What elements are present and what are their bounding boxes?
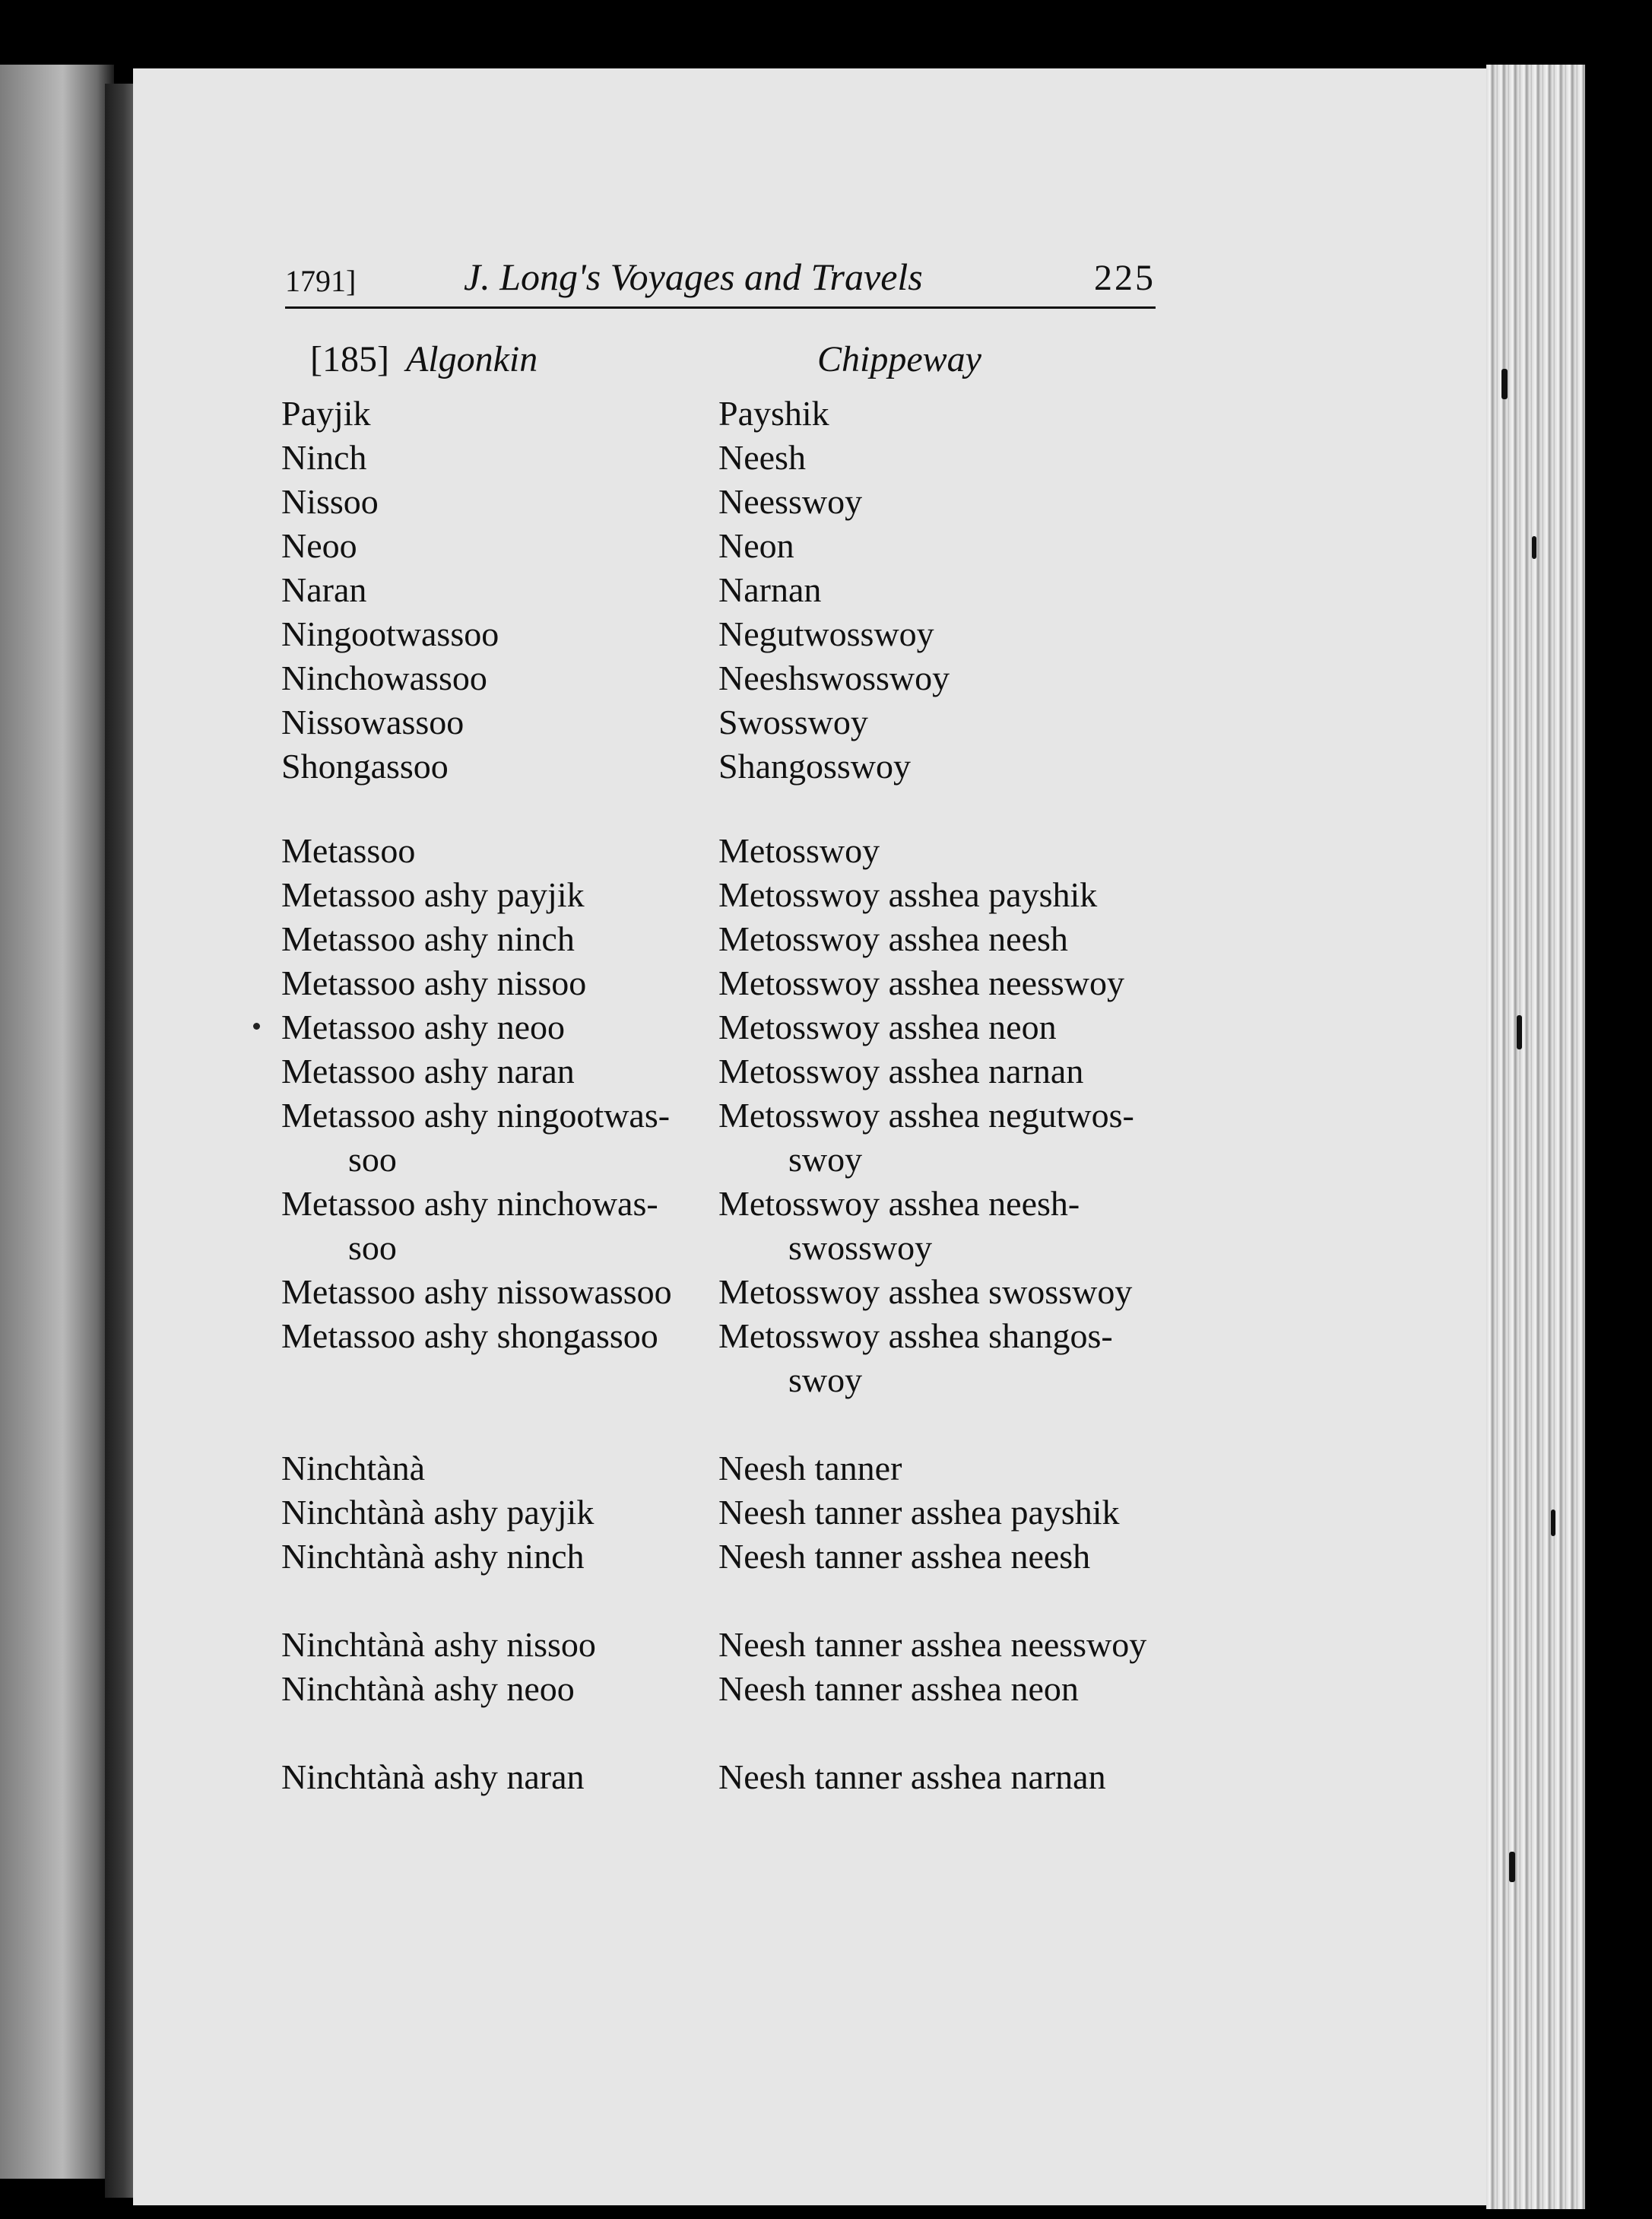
chippeway-word: Metosswoy asshea neesswoy bbox=[718, 963, 1125, 1002]
chippeway-entry bbox=[718, 1270, 1132, 1314]
algonkin-entry bbox=[281, 1049, 575, 1094]
algonkin-word: Payjik bbox=[281, 394, 371, 433]
chippeway-entry bbox=[718, 917, 1068, 961]
algonkin-entry bbox=[281, 744, 449, 789]
algonkin-entry bbox=[281, 829, 415, 873]
chippeway-entry bbox=[718, 480, 862, 524]
algonkin-entry bbox=[281, 1270, 672, 1314]
running-head bbox=[285, 253, 1156, 309]
chippeway-entry bbox=[718, 392, 829, 436]
chippeway-entry bbox=[718, 1490, 1120, 1535]
chippeway-entry bbox=[718, 961, 1124, 1005]
header-title: J. Long's Voyages and Travels bbox=[464, 256, 923, 298]
algonkin-word: Naran bbox=[281, 570, 367, 609]
chippeway-entry bbox=[718, 1314, 1113, 1402]
algonkin-entry bbox=[281, 1755, 585, 1799]
algonkin-entry bbox=[281, 873, 585, 917]
chippeway-word: Metosswoy asshea neesh bbox=[718, 919, 1068, 958]
algonkin-entry bbox=[281, 1490, 594, 1535]
chippeway-entry bbox=[718, 1755, 1106, 1799]
chippeway-entry bbox=[718, 1094, 1134, 1182]
algonkin-entry bbox=[281, 392, 371, 436]
algonkin-entry bbox=[281, 524, 357, 568]
algonkin-word: Ninchtànà bbox=[281, 1449, 426, 1487]
algonkin-entry bbox=[281, 1667, 575, 1711]
algonkin-word-continuation: soo bbox=[348, 1228, 397, 1267]
chippeway-entry bbox=[718, 1005, 1057, 1049]
chippeway-entry bbox=[718, 829, 880, 873]
algonkin-entry bbox=[281, 1094, 670, 1182]
algonkin-word: Metassoo ashy neoo bbox=[281, 1008, 566, 1046]
chippeway-word: Neesh tanner asshea payshik bbox=[718, 1493, 1120, 1532]
chippeway-word-continuation: swosswoy bbox=[788, 1228, 933, 1267]
algonkin-word: Ninchowassoo bbox=[281, 659, 487, 697]
page-fore-edge bbox=[1486, 65, 1585, 2209]
algonkin-column-heading bbox=[310, 338, 537, 380]
algonkin-entry bbox=[281, 1005, 565, 1049]
algonkin-word: Metassoo ashy ningootwas- bbox=[281, 1096, 671, 1135]
chippeway-entry bbox=[718, 873, 1097, 917]
chippeway-word: Metosswoy asshea neon bbox=[718, 1008, 1057, 1046]
algonkin-word: Ningootwassoo bbox=[281, 614, 499, 653]
algonkin-word: Metassoo ashy naran bbox=[281, 1052, 575, 1090]
chippeway-word-continuation: swoy bbox=[788, 1360, 863, 1399]
algonkin-word: Ninch bbox=[281, 438, 367, 477]
algonkin-entry bbox=[281, 612, 499, 656]
chippeway-word: Neesh tanner asshea neesswoy bbox=[718, 1625, 1147, 1664]
chippeway-word: Neon bbox=[718, 526, 794, 565]
algonkin-entry bbox=[281, 1535, 585, 1579]
algonkin-word: Metassoo ashy nissoo bbox=[281, 963, 587, 1002]
chippeway-column-heading: Chippeway bbox=[817, 339, 981, 379]
algonkin-word: Nissowassoo bbox=[281, 703, 465, 741]
algonkin-word: Nissoo bbox=[281, 482, 379, 521]
algonkin-word: Metassoo ashy shongassoo bbox=[281, 1316, 658, 1355]
chippeway-word: Metosswoy asshea negutwos- bbox=[718, 1096, 1134, 1135]
chippeway-word: Neesh tanner asshea neesh bbox=[718, 1537, 1091, 1576]
algonkin-entry bbox=[281, 1446, 425, 1490]
algonkin-entry bbox=[281, 961, 586, 1005]
algonkin-entry bbox=[281, 568, 366, 612]
margin-dot bbox=[253, 1023, 260, 1030]
algonkin-word: Ninchtànà ashy naran bbox=[281, 1757, 585, 1796]
algonkin-entry bbox=[281, 480, 379, 524]
algonkin-entry bbox=[281, 436, 366, 480]
chippeway-word: Metosswoy asshea swosswoy bbox=[718, 1272, 1133, 1311]
chippeway-entry bbox=[718, 1623, 1146, 1667]
chippeway-word: Metosswoy asshea narnan bbox=[718, 1052, 1084, 1090]
header-year: 1791] bbox=[285, 264, 357, 298]
algonkin-word: Metassoo ashy payjik bbox=[281, 875, 585, 914]
chippeway-word: Neesswoy bbox=[718, 482, 863, 521]
chippeway-word: Swosswoy bbox=[718, 703, 868, 741]
chippeway-word: Neesh bbox=[718, 438, 806, 477]
chippeway-word: Metosswoy asshea neesh- bbox=[718, 1184, 1080, 1223]
chippeway-word: Neeshswosswoy bbox=[718, 659, 950, 697]
chippeway-word-continuation: swoy bbox=[788, 1140, 863, 1179]
chippeway-entry bbox=[718, 568, 821, 612]
algonkin-word: Metassoo ashy ninchowas- bbox=[281, 1184, 658, 1223]
chippeway-word: Negutwosswoy bbox=[718, 614, 934, 653]
chippeway-entry bbox=[718, 436, 806, 480]
algonkin-word: Ninchtànà ashy neoo bbox=[281, 1669, 575, 1708]
chippeway-word: Neesh tanner bbox=[718, 1449, 902, 1487]
chippeway-entry bbox=[718, 656, 950, 700]
chippeway-entry bbox=[718, 1667, 1079, 1711]
chippeway-entry bbox=[718, 1182, 1080, 1270]
algonkin-word: Ninchtànà ashy payjik bbox=[281, 1493, 595, 1532]
algonkin-word: Ninchtànà ashy nissoo bbox=[281, 1625, 596, 1664]
chippeway-word: Shangosswoy bbox=[718, 747, 912, 786]
algonkin-word: Shongassoo bbox=[281, 747, 449, 786]
algonkin-word: Metassoo bbox=[281, 831, 416, 870]
facing-page-edge bbox=[0, 65, 114, 2179]
chippeway-word: Narnan bbox=[718, 570, 822, 609]
chippeway-word: Neesh tanner asshea neon bbox=[718, 1669, 1079, 1708]
chippeway-entry bbox=[718, 744, 911, 789]
page-number: 225 bbox=[1094, 258, 1156, 298]
algonkin-word: Metassoo ashy nissowassoo bbox=[281, 1272, 672, 1311]
algonkin-entry bbox=[281, 1623, 596, 1667]
algonkin-entry bbox=[281, 656, 487, 700]
chippeway-entry bbox=[718, 524, 794, 568]
algonkin-entry bbox=[281, 1314, 658, 1358]
chippeway-word: Metosswoy asshea payshik bbox=[718, 875, 1098, 914]
chippeway-entry bbox=[718, 700, 868, 744]
chippeway-word: Neesh tanner asshea narnan bbox=[718, 1757, 1106, 1796]
algonkin-heading-label: Algonkin bbox=[405, 339, 538, 379]
algonkin-entry bbox=[281, 1182, 658, 1270]
chippeway-entry bbox=[718, 1535, 1090, 1579]
algonkin-entry bbox=[281, 917, 575, 961]
chippeway-entry bbox=[718, 612, 934, 656]
algonkin-word: Metassoo ashy ninch bbox=[281, 919, 575, 958]
chippeway-word: Metosswoy asshea shangos- bbox=[718, 1316, 1113, 1355]
algonkin-word: Neoo bbox=[281, 526, 357, 565]
chippeway-entry bbox=[718, 1446, 902, 1490]
chippeway-entry bbox=[718, 1049, 1083, 1094]
chippeway-word: Payshik bbox=[718, 394, 829, 433]
algonkin-word: Ninchtànà ashy ninch bbox=[281, 1537, 585, 1576]
original-page-marker: [185] bbox=[310, 339, 389, 379]
chippeway-word: Metosswoy bbox=[718, 831, 880, 870]
algonkin-word-continuation: soo bbox=[348, 1140, 397, 1179]
algonkin-entry bbox=[281, 700, 464, 744]
